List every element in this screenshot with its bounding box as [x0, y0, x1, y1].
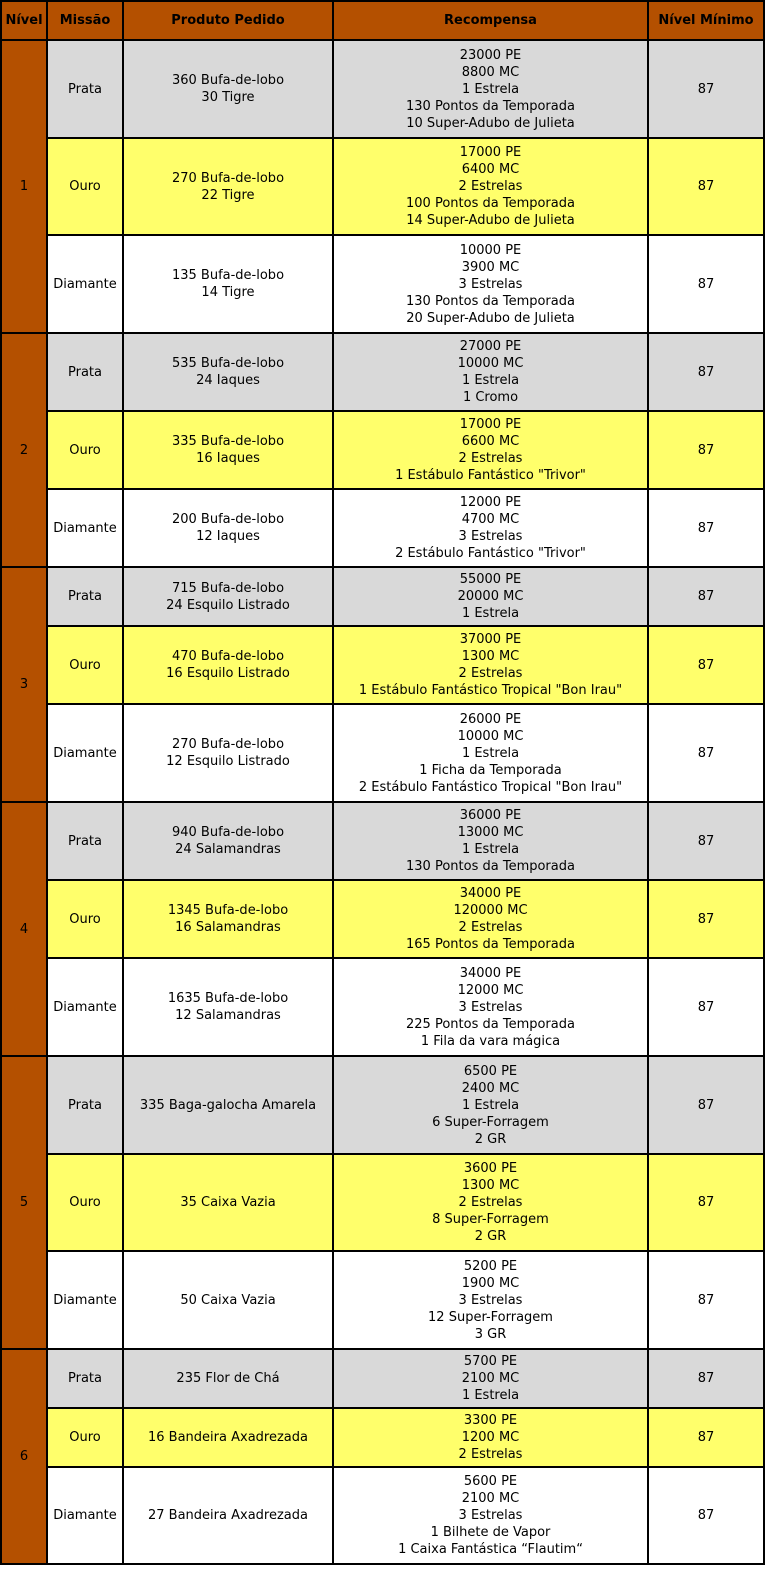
- recompensa-cell: [333, 958, 648, 1056]
- produto-line: 12 Salamandras: [175, 1008, 281, 1023]
- recompensa-line: 12 Super-Forragem: [428, 1309, 553, 1325]
- recompensa-line: 6400 MC: [461, 162, 520, 177]
- recompensa-line: 3 Estrelas: [458, 999, 523, 1015]
- nivel-minimo-cell: 87: [648, 958, 764, 1056]
- recompensa-cell: [333, 138, 648, 235]
- recompensa-cell: [333, 704, 648, 802]
- missao-cell: Diamante: [47, 235, 123, 333]
- produto-cell: [123, 40, 333, 138]
- nivel-minimo-cell: 87: [648, 40, 764, 138]
- table-body: [1, 40, 764, 1564]
- recompensa-line: 1 Estrela: [461, 81, 520, 97]
- produto-line: 16 Bandeira Axadrezada: [148, 1430, 308, 1445]
- produto-line: 135 Bufa-de-lobo: [171, 268, 285, 283]
- recompensa-cell: [333, 333, 648, 411]
- recompensa-line: 1 Fila da vara mágica: [420, 1033, 561, 1049]
- produto-cell: [123, 1408, 333, 1467]
- missao-cell: Diamante: [47, 489, 123, 567]
- recompensa-line: 1900 MC: [461, 1275, 520, 1291]
- recompensa-line: 6500 PE: [463, 1063, 518, 1079]
- nivel-minimo-cell: 87: [648, 1408, 764, 1467]
- recompensa-line: 2 GR: [474, 1229, 507, 1244]
- recompensa-line: 8800 MC: [461, 64, 520, 80]
- produto-line: 24 Salamandras: [175, 842, 281, 857]
- recompensa-line: 1 Estrela: [461, 1097, 520, 1113]
- produto-line: 12 Iaques: [196, 529, 260, 544]
- recompensa-line: 34000 PE: [459, 886, 522, 901]
- recompensa-line: 12000 PE: [459, 495, 522, 510]
- recompensa-line: 3300 PE: [463, 1413, 518, 1428]
- missao-cell: Ouro: [47, 138, 123, 235]
- missao-cell: Prata: [47, 1056, 123, 1154]
- produto-line: 270 Bufa-de-lobo: [171, 737, 285, 752]
- recompensa-line: 2 Estrelas: [458, 1195, 523, 1210]
- recompensa-line: 1200 MC: [461, 1430, 520, 1445]
- recompensa-cell: [333, 40, 648, 138]
- produto-cell: [123, 411, 333, 489]
- produto-cell: [123, 802, 333, 880]
- produto-line: 35 Caixa Vazia: [180, 1195, 276, 1210]
- recompensa-line: 12000 MC: [457, 982, 524, 998]
- recompensa-line: 120000 MC: [453, 903, 528, 918]
- recompensa-line: 10 Super-Adubo de Julieta: [406, 115, 575, 131]
- header-produto: Produto Pedido: [123, 1, 333, 40]
- table-row: [1, 1467, 764, 1564]
- recompensa-line: 2 Estrelas: [458, 179, 523, 194]
- recompensa-line: 37000 PE: [459, 632, 522, 647]
- nivel-minimo-cell: 87: [648, 1056, 764, 1154]
- produto-line: 24 Esquilo Listrado: [166, 597, 290, 613]
- table-row: [1, 567, 764, 626]
- produto-line: 235 Flor de Chá: [176, 1371, 280, 1386]
- recompensa-line: 6600 MC: [461, 434, 520, 449]
- recompensa-cell: [333, 1349, 648, 1408]
- recompensa-line: 55000 PE: [459, 572, 522, 587]
- nivel-minimo-cell: 87: [648, 1467, 764, 1564]
- recompensa-line: 1 Estrela: [461, 745, 520, 761]
- produto-cell: [123, 235, 333, 333]
- recompensa-cell: [333, 626, 648, 704]
- produto-cell: [123, 333, 333, 411]
- produto-cell: [123, 1154, 333, 1251]
- recompensa-line: 1 Bilhete de Vapor: [430, 1525, 551, 1540]
- produto-line: 940 Bufa-de-lobo: [171, 825, 285, 840]
- produto-cell: [123, 1056, 333, 1154]
- table-row: [1, 880, 764, 958]
- recompensa-cell: [333, 489, 648, 567]
- recompensa-line: 1 Estrela: [461, 606, 520, 621]
- recompensa-cell: [333, 1056, 648, 1154]
- recompensa-cell: [333, 880, 648, 958]
- recompensa-line: 20 Super-Adubo de Julieta: [406, 310, 575, 326]
- nivel-cell: 4: [1, 802, 47, 1056]
- recompensa-line: 1 Caixa Fantástica “Flautim“: [398, 1542, 583, 1557]
- recompensa-line: 1 Estábulo Fantástico Tropical "Bon Irau": [358, 683, 623, 698]
- recompensa-line: 1300 MC: [461, 649, 520, 664]
- header-missao: Missão: [47, 1, 123, 40]
- nivel-cell: 1: [1, 40, 47, 333]
- recompensa-cell: [333, 567, 648, 626]
- recompensa-cell: [333, 235, 648, 333]
- produto-cell: [123, 1467, 333, 1564]
- produto-cell: [123, 1349, 333, 1408]
- produto-cell: [123, 489, 333, 567]
- recompensa-line: 130 Pontos da Temporada: [406, 98, 575, 114]
- produto-line: 535 Bufa-de-lobo: [171, 356, 285, 371]
- recompensa-line: 26000 PE: [459, 711, 522, 727]
- recompensa-line: 1 Estábulo Fantástico "Trivor": [395, 468, 586, 483]
- produto-line: 715 Bufa-de-lobo: [171, 580, 285, 596]
- produto-cell: [123, 1251, 333, 1349]
- nivel-minimo-cell: 87: [648, 333, 764, 411]
- produto-line: 12 Esquilo Listrado: [166, 754, 290, 769]
- table-row: [1, 1056, 764, 1154]
- header-nivel: Nível: [1, 1, 47, 40]
- produto-cell: [123, 138, 333, 235]
- recompensa-line: 1 Estrela: [461, 1388, 520, 1403]
- recompensa-line: 17000 PE: [459, 145, 522, 160]
- produto-line: 16 Iaques: [196, 451, 260, 466]
- recompensa-line: 225 Pontos da Temporada: [406, 1016, 575, 1032]
- missao-cell: Prata: [47, 567, 123, 626]
- produto-cell: [123, 958, 333, 1056]
- recompensa-line: 3 Estrelas: [458, 1292, 523, 1308]
- missao-cell: Diamante: [47, 704, 123, 802]
- recompensa-line: 2100 MC: [461, 1371, 520, 1386]
- recompensa-line: 130 Pontos da Temporada: [406, 293, 575, 309]
- recompensa-line: 6 Super-Forragem: [432, 1114, 549, 1130]
- recompensa-cell: [333, 1154, 648, 1251]
- recompensa-line: 5200 PE: [463, 1258, 518, 1274]
- missao-cell: Ouro: [47, 1408, 123, 1467]
- missao-cell: Diamante: [47, 1467, 123, 1564]
- produto-cell: [123, 880, 333, 958]
- nivel-minimo-cell: 87: [648, 138, 764, 235]
- nivel-minimo-cell: 87: [648, 411, 764, 489]
- table-row: [1, 802, 764, 880]
- nivel-minimo-cell: 87: [648, 802, 764, 880]
- recompensa-line: 2 Estrelas: [458, 920, 523, 935]
- recompensa-line: 2100 MC: [461, 1491, 520, 1506]
- table-row: [1, 235, 764, 333]
- nivel-cell: 3: [1, 567, 47, 802]
- recompensa-line: 2400 MC: [461, 1080, 520, 1096]
- table-row: [1, 138, 764, 235]
- missao-cell: Prata: [47, 1349, 123, 1408]
- recompensa-line: 2 Estábulo Fantástico Tropical "Bon Irau": [358, 779, 623, 795]
- recompensa-line: 3900 MC: [461, 259, 520, 275]
- table-row: [1, 1349, 764, 1408]
- missao-cell: Diamante: [47, 958, 123, 1056]
- recompensa-line: 3600 PE: [463, 1161, 518, 1176]
- table-row: [1, 411, 764, 489]
- recompensa-line: 10000 PE: [459, 242, 522, 258]
- recompensa-line: 1 Cromo: [462, 390, 519, 405]
- missao-cell: Prata: [47, 333, 123, 411]
- recompensa-line: 34000 PE: [459, 965, 522, 981]
- nivel-cell: 6: [1, 1349, 47, 1564]
- recompensa-line: 8 Super-Forragem: [432, 1212, 549, 1227]
- recompensa-line: 5700 PE: [463, 1354, 518, 1369]
- recompensa-line: 1300 MC: [461, 1178, 520, 1193]
- nivel-minimo-cell: 87: [648, 626, 764, 704]
- table-row: [1, 626, 764, 704]
- nivel-minimo-cell: 87: [648, 880, 764, 958]
- produto-line: 335 Bufa-de-lobo: [171, 434, 285, 449]
- produto-line: 270 Bufa-de-lobo: [171, 170, 285, 186]
- recompensa-line: 5600 PE: [463, 1474, 518, 1489]
- missao-cell: Ouro: [47, 626, 123, 704]
- nivel-minimo-cell: 87: [648, 1251, 764, 1349]
- produto-line: 470 Bufa-de-lobo: [171, 649, 285, 664]
- recompensa-line: 2 GR: [474, 1131, 507, 1147]
- recompensa-line: 1 Ficha da Temporada: [419, 762, 562, 778]
- nivel-minimo-cell: 87: [648, 489, 764, 567]
- recompensa-line: 2 Estábulo Fantástico "Trivor": [395, 546, 586, 561]
- recompensa-line: 2 Estrelas: [458, 666, 523, 681]
- produto-line: 16 Salamandras: [175, 920, 281, 935]
- nivel-minimo-cell: 87: [648, 1154, 764, 1251]
- produto-cell: [123, 567, 333, 626]
- recompensa-line: 10000 MC: [457, 356, 524, 371]
- recompensa-line: 1 Estrela: [461, 842, 520, 857]
- recompensa-line: 3 Estrelas: [458, 529, 523, 544]
- recompensa-line: 27000 PE: [459, 339, 522, 354]
- recompensa-cell: [333, 1251, 648, 1349]
- recompensa-line: 36000 PE: [459, 808, 522, 823]
- recompensa-cell: [333, 1467, 648, 1564]
- produto-line: 50 Caixa Vazia: [180, 1292, 276, 1308]
- produto-line: 16 Esquilo Listrado: [166, 666, 290, 681]
- produto-line: 200 Bufa-de-lobo: [171, 512, 285, 527]
- recompensa-cell: [333, 411, 648, 489]
- produto-line: 30 Tigre: [201, 90, 255, 105]
- produto-cell: [123, 626, 333, 704]
- missao-cell: Prata: [47, 40, 123, 138]
- table-row: [1, 489, 764, 567]
- table-row: [1, 333, 764, 411]
- produto-line: 360 Bufa-de-lobo: [171, 73, 285, 88]
- missao-cell: Prata: [47, 802, 123, 880]
- produto-line: 335 Baga-galocha Amarela: [139, 1097, 317, 1113]
- missao-cell: Diamante: [47, 1251, 123, 1349]
- produto-line: 24 Iaques: [196, 373, 260, 388]
- produto-line: 1345 Bufa-de-lobo: [167, 903, 289, 918]
- missao-cell: Ouro: [47, 1154, 123, 1251]
- produto-line: 22 Tigre: [201, 187, 255, 203]
- nivel-minimo-cell: 87: [648, 567, 764, 626]
- recompensa-line: 13000 MC: [457, 825, 524, 840]
- recompensa-line: 3 Estrelas: [458, 1508, 523, 1523]
- recompensa-line: 2 Estrelas: [458, 1447, 523, 1462]
- table-row: [1, 1154, 764, 1251]
- recompensa-line: 23000 PE: [459, 47, 522, 63]
- header-row: [1, 1, 764, 40]
- header-recompensa: Recompensa: [333, 1, 648, 40]
- header-nivel-minimo: Nível Mínimo: [648, 1, 764, 40]
- recompensa-line: 10000 MC: [457, 728, 524, 744]
- recompensa-line: 100 Pontos da Temporada: [406, 196, 575, 211]
- missao-cell: Ouro: [47, 880, 123, 958]
- produto-line: 14 Tigre: [201, 285, 255, 300]
- recompensa-line: 20000 MC: [457, 589, 524, 604]
- table-row: [1, 40, 764, 138]
- produto-line: 27 Bandeira Axadrezada: [148, 1508, 308, 1523]
- nivel-cell: 5: [1, 1056, 47, 1349]
- recompensa-line: 165 Pontos da Temporada: [406, 937, 575, 952]
- recompensa-line: 3 Estrelas: [458, 276, 523, 292]
- recompensa-cell: [333, 1408, 648, 1467]
- recompensa-line: 2 Estrelas: [458, 451, 523, 466]
- table-row: [1, 1251, 764, 1349]
- nivel-cell: 2: [1, 333, 47, 567]
- table-row: [1, 1408, 764, 1467]
- produto-line: 1635 Bufa-de-lobo: [167, 991, 289, 1006]
- nivel-minimo-cell: 87: [648, 1349, 764, 1408]
- missao-cell: Ouro: [47, 411, 123, 489]
- recompensa-cell: [333, 802, 648, 880]
- produto-cell: [123, 704, 333, 802]
- nivel-minimo-cell: 87: [648, 235, 764, 333]
- nivel-minimo-cell: 87: [648, 704, 764, 802]
- recompensa-line: 1 Estrela: [461, 373, 520, 388]
- recompensa-line: 3 GR: [474, 1326, 507, 1342]
- table-row: [1, 704, 764, 802]
- recompensa-line: 4700 MC: [461, 512, 520, 527]
- recompensa-line: 17000 PE: [459, 417, 522, 432]
- table-row: [1, 958, 764, 1056]
- recompensa-line: 14 Super-Adubo de Julieta: [406, 213, 575, 228]
- recompensa-line: 130 Pontos da Temporada: [406, 859, 575, 874]
